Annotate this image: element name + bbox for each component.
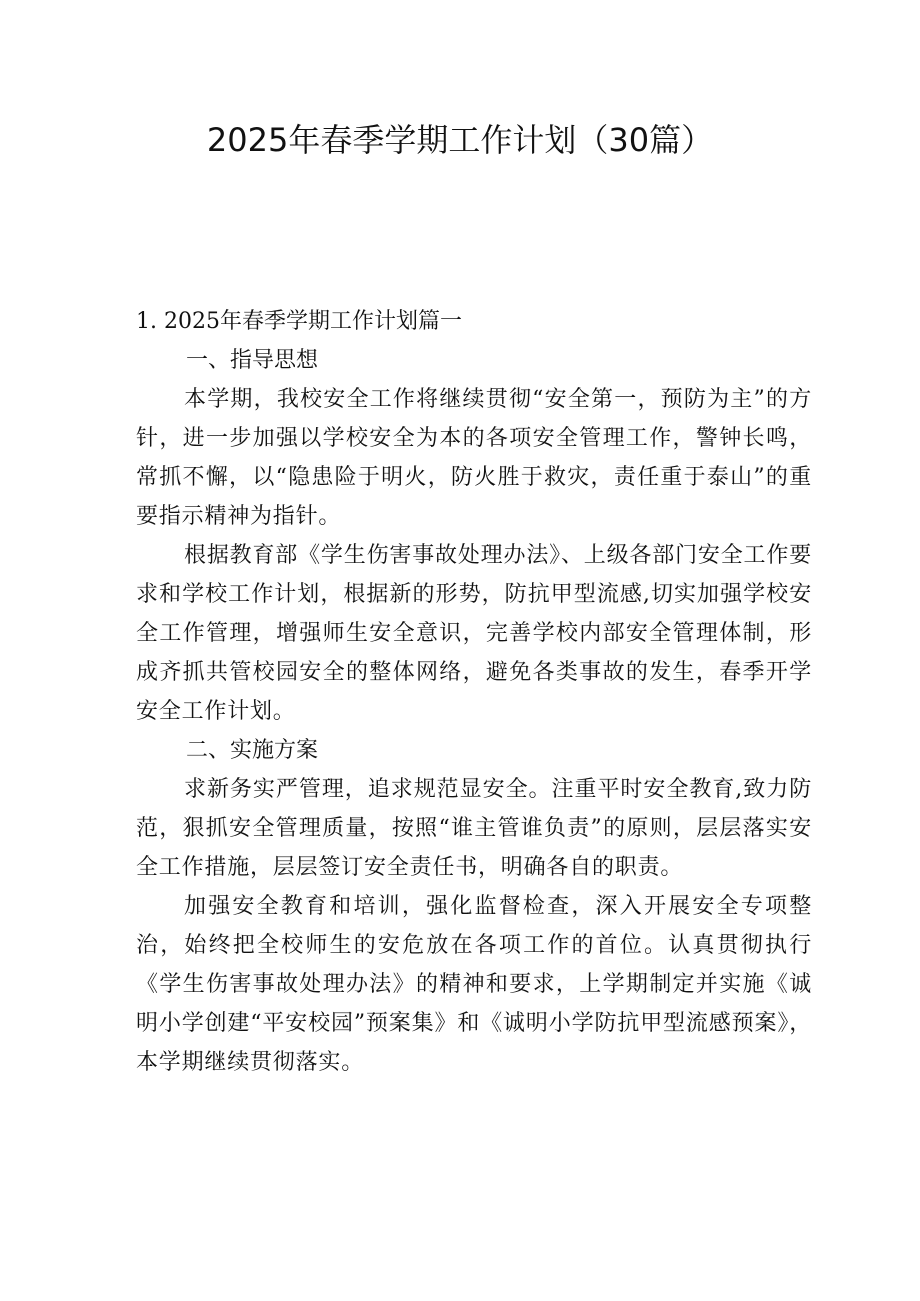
paragraph: 求新务实严管理，追求规范显安全。注重平时安全教育,致力防范，狠抓安全管理质量，按照“谁主管谁负责”的原则，层层落实安全工作措施，层层签订安全责任书，明确各自的职责。 xyxy=(136,777,812,880)
sub-heading-guiding-ideology: 一、指导思想 xyxy=(186,348,319,373)
sub-heading-implementation-plan: 二、实施方案 xyxy=(186,738,319,763)
document-title: 2025年春季学期工作计划（30篇） xyxy=(206,121,714,159)
section-title: 1. 2025年春季学期工作计划篇一 xyxy=(136,309,462,334)
paragraph: 根据教育部《学生伤害事故处理办法》、上级各部门安全工作要求和学校工作计划，根据新的形势，防抗甲型流感,切实加强学校安全工作管理，增强师生安全意识，完善学校内部安全管理体制，形成齐抓共管校园安全的整体网络，避免各类事故的发生，春季开学安全工作计划。 xyxy=(136,543,812,724)
paragraph: 加强安全教育和培训，强化监督检查，深入开展安全专项整治，始终把全校师生的安危放在各项工作的首位。认真贯彻执行《学生伤害事故处理办法》的精神和要求，上学期制定并实施《诚明小学创建“平安校园”预案集》和《诚明小学防抗甲型流感预案》，本学期继续贯彻落实。 xyxy=(136,894,812,1075)
paragraph: 本学期，我校安全工作将继续贯彻“安全第一，预防为主”的方针，进一步加强以学校安全为本的各项安全管理工作，警钟长鸣，常抓不懈，以“隐患险于明火，防火胜于救灾，责任重于泰山”的重要指示精神为指针。 xyxy=(136,387,812,529)
document-body xyxy=(136,302,812,1082)
